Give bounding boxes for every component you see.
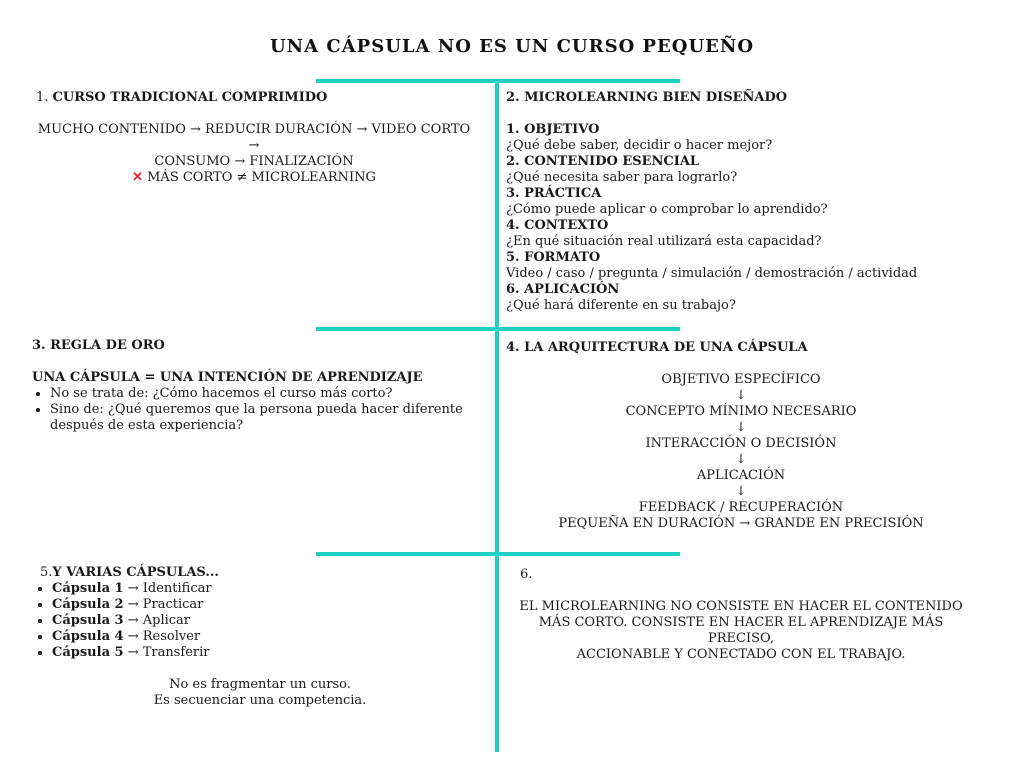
design-item-title: 6. APLICACIÓN xyxy=(506,282,620,297)
down-arrow-icon: ↓ xyxy=(735,452,747,467)
section-5-heading xyxy=(40,565,490,581)
capsule-text: → Aplicar xyxy=(127,613,191,628)
section-1-number: 1. xyxy=(36,90,49,105)
architecture-step: INTERACCIÓN O DECISIÓN xyxy=(645,436,837,451)
section-6 xyxy=(506,567,1006,663)
design-item-title: 4. CONTEXTO xyxy=(506,218,609,233)
section-4-heading: 4. LA ARQUITECTURA DE UNA CÁPSULA xyxy=(506,340,808,355)
section-3 xyxy=(32,338,484,434)
list-item xyxy=(52,581,490,597)
section-1 xyxy=(36,90,486,186)
section-5 xyxy=(40,565,490,709)
capsule-label: Cápsula 2 xyxy=(52,597,124,612)
flow-line-3-text: MÁS CORTO ≠ MICROLEARNING xyxy=(147,170,376,185)
section-3-subheading: UNA CÁPSULA = UNA INTENCIÓN DE APRENDIZAJE xyxy=(32,370,423,385)
flow-line-2: CONSUMO → FINALIZACIÓN xyxy=(154,154,354,169)
list-item xyxy=(52,597,490,613)
design-item-title: 1. OBJETIVO xyxy=(506,122,600,137)
design-item-desc: ¿En qué situación real utilizará esta capacidad? xyxy=(506,234,822,249)
design-item-title: 5. FORMATO xyxy=(506,250,601,265)
section-2-heading: 2. MICROLEARNING BIEN DISEÑADO xyxy=(506,90,788,105)
horizontal-divider-top xyxy=(316,79,680,83)
statement-line-3: ACCIONABLE Y CONECTADO CON EL TRABAJO. xyxy=(576,647,906,662)
section-6-statement xyxy=(506,599,976,663)
design-item-title: 3. PRÁCTICA xyxy=(506,186,602,201)
flow-line-3 xyxy=(34,170,474,186)
statement-line-1: EL MICROLEARNING NO CONSISTE EN HACER EL CONTENIDO xyxy=(519,599,963,614)
flow-line-1: MUCHO CONTENIDO → REDUCIR DURACIÓN → VIDEO CORTO → xyxy=(37,122,471,153)
capsule-text: → Practicar xyxy=(127,597,204,612)
x-mark-icon: ✕ xyxy=(132,170,143,185)
section-4-flow xyxy=(506,372,976,532)
horizontal-divider-bottom xyxy=(316,552,680,556)
architecture-step: OBJETIVO ESPECÍFICO xyxy=(661,372,821,387)
design-item-title: 2. CONTENIDO ESENCIAL xyxy=(506,154,700,169)
architecture-closing: PEQUEÑA EN DURACIÓN → GRANDE EN PRECISIÓN xyxy=(558,516,924,531)
capsule-label: Cápsula 4 xyxy=(52,629,124,644)
section-2 xyxy=(506,90,1006,314)
section-1-flow xyxy=(34,122,474,186)
capsule-label: Cápsula 5 xyxy=(52,645,124,660)
vertical-divider xyxy=(495,80,499,752)
section-5-title: Y VARIAS CÁPSULAS... xyxy=(52,565,219,580)
design-item-desc: Video / caso / pregunta / simulación / demostración / actividad xyxy=(506,266,918,281)
section-4 xyxy=(506,340,1006,532)
horizontal-divider-middle xyxy=(316,327,680,331)
design-item-desc: ¿Qué debe saber, decidir o hacer mejor? xyxy=(506,138,773,153)
section-5-number: 5. xyxy=(40,565,53,580)
closing-line-2: Es secuenciar una competencia. xyxy=(153,693,367,708)
architecture-step: APLICACIÓN xyxy=(696,468,786,483)
section-3-heading: 3. REGLA DE ORO xyxy=(32,338,165,353)
list-item: • Sino de: ¿Qué queremos que la persona pueda hacer diferente después de esta experiencia? xyxy=(50,402,484,434)
section-1-heading xyxy=(36,90,486,106)
design-item-desc: ¿Cómo puede aplicar o comprobar lo aprendido? xyxy=(506,202,828,217)
closing-line-1: No es fragmentar un curso. xyxy=(169,677,351,692)
list-item xyxy=(52,629,490,645)
capsule-text: → Transferir xyxy=(127,645,210,660)
section-5-closing xyxy=(40,677,480,709)
capsule-text: → Identificar xyxy=(127,581,212,596)
section-3-bullets xyxy=(32,386,484,434)
list-item xyxy=(52,645,490,661)
section-6-number: 6. xyxy=(520,567,533,582)
page-title: UNA CÁPSULA NO ES UN CURSO PEQUEÑO xyxy=(269,36,754,57)
down-arrow-icon: ↓ xyxy=(735,420,747,435)
section-1-title: CURSO TRADICIONAL COMPRIMIDO xyxy=(52,90,328,105)
list-item: • No se trata de: ¿Cómo hacemos el curso más corto? xyxy=(50,386,484,402)
design-item-desc: ¿Qué hará diferente en su trabajo? xyxy=(506,298,736,313)
down-arrow-icon: ↓ xyxy=(735,484,747,499)
capsule-label: Cápsula 3 xyxy=(52,613,124,628)
section-2-list xyxy=(506,122,1006,314)
capsule-label: Cápsula 1 xyxy=(52,581,124,596)
architecture-step: CONCEPTO MÍNIMO NECESARIO xyxy=(625,404,857,419)
down-arrow-icon: ↓ xyxy=(735,388,747,403)
section-5-list xyxy=(40,581,490,661)
design-item-desc: ¿Qué necesita saber para lograrlo? xyxy=(506,170,738,185)
capsule-text: → Resolver xyxy=(127,629,201,644)
architecture-step: FEEDBACK / RECUPERACIÓN xyxy=(638,500,844,515)
statement-line-2: MÁS CORTO. CONSISTE EN HACER EL APRENDIZAJE MÁS PRECISO, xyxy=(538,615,944,646)
list-item xyxy=(52,613,490,629)
